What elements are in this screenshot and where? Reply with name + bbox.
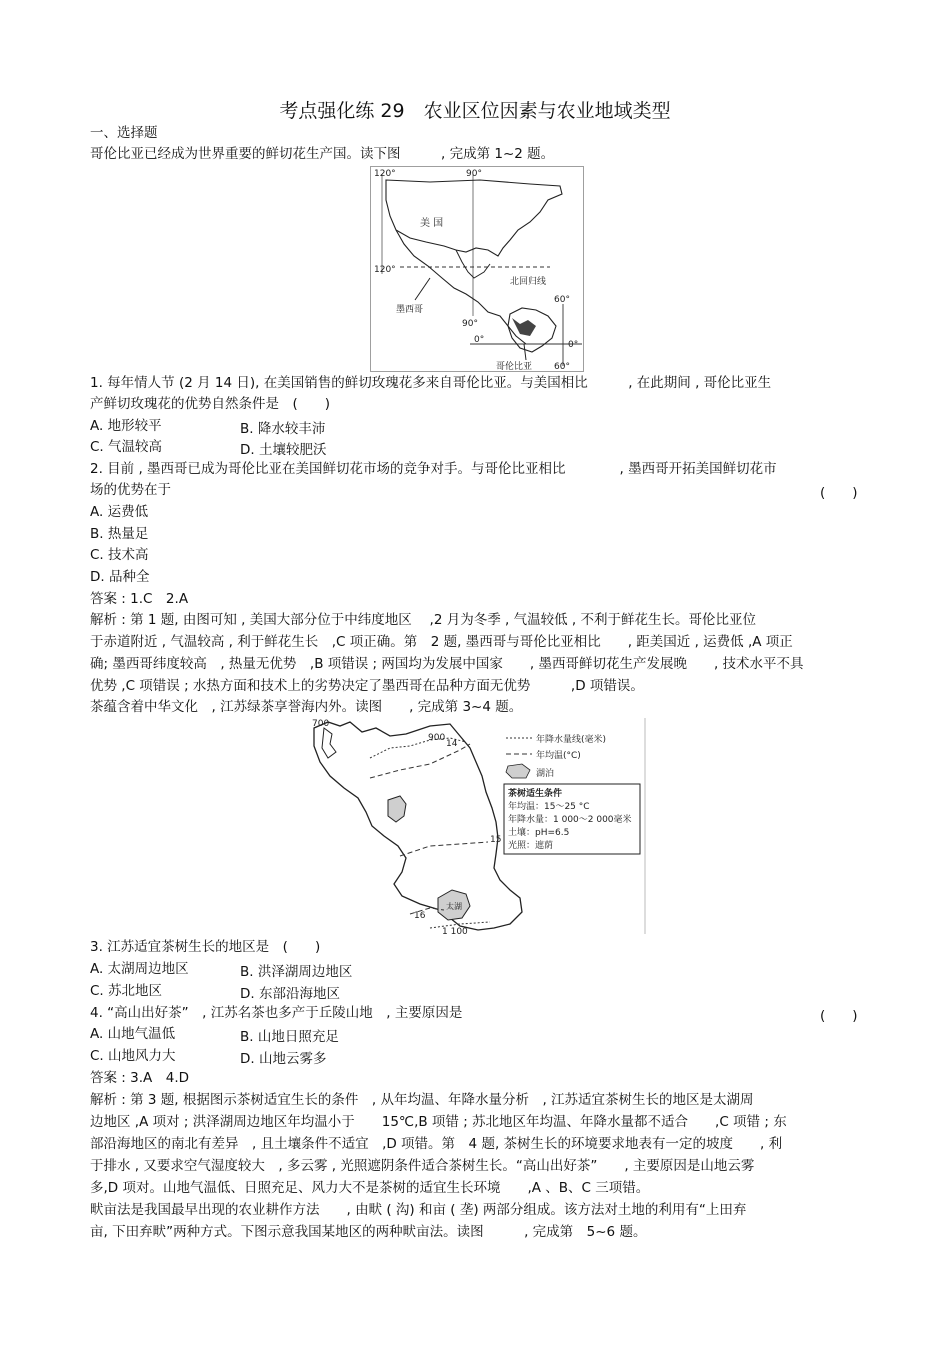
explanation-34-line2: 边地区 ,A 项对 ; 洪泽湖周边地区年均温小于 15℃,B 项错 ; 苏北地区年均温、年降水量都不适合 ,C 项错 ; 东 [90, 1114, 787, 1130]
legend-lake-swatch [506, 764, 530, 778]
explanation-12-line2: 于赤道附近 , 气温较高 , 利于鲜花生长 ,C 项正确。第 2 题, 墨西哥与哥伦比亚相比 , 距美国近 , 运费低 ,A 项正 [90, 634, 793, 650]
condition-title: 茶树适生条件 [508, 789, 563, 799]
condition-soil: 土壤：pH=6.5 [508, 828, 570, 838]
map1-label-90-bottom: 90° [462, 319, 478, 329]
condition-rain: 年降水量：1 000～2 000毫米 [508, 815, 632, 825]
map2-label-700: 700 [312, 719, 330, 729]
q1-option-c: C. 气温较高 [90, 439, 163, 455]
map1-label-120-top: 120° [374, 169, 396, 179]
map2-label-16: 16 [414, 911, 426, 921]
q3-option-c: C. 苏北地区 [90, 983, 163, 999]
map1-label-60-bottom: 60° [554, 362, 570, 372]
jiangsu-map [310, 718, 646, 934]
explanation-34-line1: 解析 : 第 3 题, 根据图示茶树适宜生长的条件 , 从年均温、年降水量分析 , 江苏适宜茶树生长的地区是太湖周 [90, 1092, 754, 1108]
q1-option-b: B. 降水较丰沛 [240, 421, 326, 437]
jiangsu-outline [314, 722, 522, 930]
intro-paragraph-1: 哥伦比亚已经成为世界重要的鲜切花生产国。读下图 , 完成第 1~2 题。 [90, 146, 555, 162]
q3-option-d: D. 东部沿海地区 [240, 986, 340, 1002]
jiangsu-map-svg [310, 718, 646, 934]
q4-option-a: A. 山地气温低 [90, 1026, 176, 1042]
q2-option-d: D. 品种全 [90, 569, 150, 585]
q2-option-c: C. 技术高 [90, 547, 149, 563]
q2-answer-paren: ( ) [820, 485, 858, 501]
legend-rain: 年降水量线(毫米) [536, 735, 607, 745]
q2-stem-line1: 2. 目前 , 墨西哥已成为哥伦比亚在美国鲜切花市场的竞争对手。与哥伦比亚相比 , 墨西哥开拓美国鲜切花市 [90, 461, 777, 477]
americas-map [370, 166, 584, 372]
q1-stem-line2: 产鲜切玫瑰花的优势自然条件是 ( ) [90, 396, 331, 412]
map1-label-60-top: 60° [554, 295, 570, 305]
map1-label-colombia: 哥伦比亚 [496, 362, 533, 372]
map1-label-0-right: 0° [568, 340, 579, 350]
q4-option-c: C. 山地风力大 [90, 1048, 176, 1064]
map2-label-14: 14 [446, 739, 458, 749]
explanation-12-line3: 确; 墨西哥纬度较高 , 热量无优势 ,B 项错误 ; 两国均为发展中国家 , 墨西哥鲜切花生产发展晚 , 技术水平不具 [90, 656, 804, 672]
map2-label-15: 15 [490, 835, 502, 845]
isotherm-15 [400, 842, 488, 856]
map1-label-90-top: 90° [466, 169, 482, 179]
q1-stem-line1: 1. 每年情人节 (2 月 14 日), 在美国销售的鲜切玫瑰花多来自哥伦比亚。与美国相比 , 在此期间 , 哥伦比亚生 [90, 375, 772, 391]
explanation-12-line1: 解析 : 第 1 题, 由图可知 , 美国大部分位于中纬度地区 ,2 月为冬季 , 气温较低 , 不利于鲜花生长。哥伦比亚位 [90, 612, 756, 628]
map1-label-0-lat: 0° [474, 335, 485, 345]
hongze-lake [388, 796, 406, 822]
intro-paragraph-3-line2: 亩, 下田弃畎”两种方式。下图示意我国某地区的两种畎亩法。读图 , 完成第 5~6 题。 [90, 1224, 647, 1240]
q1-option-d: D. 土壤较肥沃 [240, 442, 327, 458]
explanation-34-line5: 多,D 项对。山地气温低、日照充足、风力大不是茶树的适宜生长环境 ,A 、B、C 三项错。 [90, 1180, 650, 1196]
q2-option-a: A. 运费低 [90, 504, 149, 520]
q4-answer-paren: ( ) [820, 1008, 858, 1024]
legend-temp: 年均温(°C) [536, 751, 581, 761]
q4-option-b: B. 山地日照充足 [240, 1029, 339, 1045]
section-heading: 一、选择题 [90, 125, 158, 141]
coast-detail [322, 728, 336, 758]
map2-label-tai-lake: 太湖 [446, 902, 462, 911]
intro-paragraph-3-line1: 畎亩法是我国最早出现的农业耕作方法 , 由畎 ( 沟) 和亩 ( 垄) 两部分组成。该方法对土地的利用有“上田弃 [90, 1202, 747, 1218]
q3-option-b: B. 洪泽湖周边地区 [240, 964, 353, 980]
q1-option-a: A. 地形较平 [90, 418, 162, 434]
isotherm-14 [370, 744, 470, 778]
answer-q3-q4: 答案 : 3.A 4.D [90, 1070, 190, 1086]
q2-option-b: B. 热量足 [90, 526, 149, 542]
map1-label-usa: 美 国 [420, 218, 444, 229]
map1-label-120-left: 120° [374, 265, 396, 275]
q4-stem: 4. “高山出好茶” , 江苏名茶也多产于丘陵山地 , 主要原因是 [90, 1005, 463, 1021]
explanation-34-line4: 于排水 , 又要求空气湿度较大 , 多云雾 , 光照遮阴条件适合茶树生长。“高山出好茶” , 主要原因是山地云雾 [90, 1158, 755, 1174]
condition-light: 光照：遮荫 [508, 841, 554, 851]
map1-label-mexico: 墨西哥 [396, 305, 424, 315]
q2-stem-line2: 场的优势在于 [90, 482, 171, 498]
intro-paragraph-2: 茶蕴含着中华文化 , 江苏绿茶享誉海内外。读图 , 完成第 3~4 题。 [90, 699, 523, 715]
explanation-34-line3: 部沿海地区的南北有差异 , 且土壤条件不适宜 ,D 项错。第 4 题, 茶树生长的环境要求地表有一定的坡度 , 利 [90, 1136, 783, 1152]
q4-option-d: D. 山地云雾多 [240, 1051, 327, 1067]
condition-temp: 年均温：15～25 °C [508, 802, 590, 812]
map2-label-1100: 1 100 [442, 927, 468, 934]
map1-label-tropic: 北回归线 [510, 277, 547, 287]
answer-q1-q2: 答案 : 1.C 2.A [90, 591, 189, 607]
legend-lake: 湖泊 [536, 769, 555, 779]
americas-map-svg [370, 166, 584, 372]
map2-label-900: 900 [428, 733, 446, 743]
q3-stem: 3. 江苏适宜茶树生长的地区是 ( ) [90, 939, 321, 955]
q3-option-a: A. 太湖周边地区 [90, 961, 189, 977]
explanation-12-line4: 优势 ,C 项错误 ; 水热方面和技术上的劣势决定了墨西哥在品种方面无优势 ,D 项错误。 [90, 678, 644, 694]
page-title: 考点强化练 29 农业区位因素与农业地域类型 [279, 100, 671, 122]
